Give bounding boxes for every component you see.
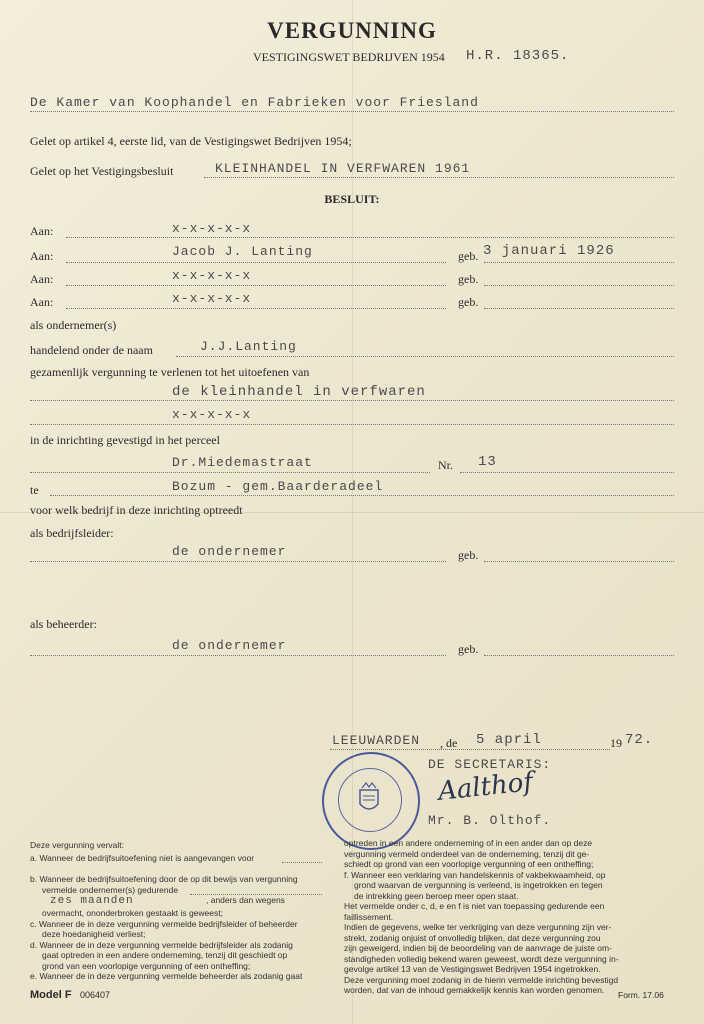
beheerder-label: als beheerder: <box>30 617 97 631</box>
activity-line-2: x-x-x-x-x <box>172 407 252 422</box>
recipient-4-name: x-x-x-x-x <box>172 291 252 306</box>
condition-b-dotted-line <box>190 894 322 895</box>
als-ondernemer-label: als ondernemer(s) <box>30 318 117 332</box>
handwritten-signature: Aalthof <box>436 767 535 807</box>
note-i-line-2: worden, dat van de inhoud gemakkelijk kennis kan worden genomen. <box>344 985 605 995</box>
beheerder-value: de ondernemer <box>172 638 287 653</box>
condition-c-line-2: deze hoedanigheid verliest; <box>42 929 146 939</box>
note-h-line-4: standigheden volledig bekend waren geweest, wordt deze vergunning in- <box>344 953 619 964</box>
te-label: te <box>30 483 39 497</box>
place-dotted-line <box>50 495 674 496</box>
condition-d-line-3: grond van een voorlopige vergunning of een ontheffing; <box>42 960 251 971</box>
consideration-line-2-label: Gelet op het Vestigingsbesluit <box>30 164 174 178</box>
issuer-dotted-line <box>30 111 674 112</box>
recipient-3-geb-dotted-line <box>484 285 674 286</box>
trade-name: J.J.Lanting <box>200 339 297 354</box>
bedrijfsleider-value: de ondernemer <box>172 544 287 559</box>
condition-e-continued-2: vergunning vermeld onderdeel van de onderneming, tenzij dit ge- <box>344 848 590 859</box>
condition-e-continued-3: schiedt op grond van een voorlopige vergunning of een ontheffing; <box>344 859 594 869</box>
signing-city: LEEUWARDEN <box>332 733 421 748</box>
note-i-line-1: Deze vergunning moet zodanig in de hierin vermelde inrichting bevestigd <box>344 974 619 985</box>
note-g-line-1: Het vermelde onder c, d, e en f is niet van toepassing gedurende een <box>344 901 605 911</box>
recipient-3-label: Aan: <box>30 272 54 286</box>
beheerder-geb-dotted-line <box>484 655 674 656</box>
condition-d-line-2: gaat optreden in een andere onderneming, tenzij dit geschiedt op <box>42 950 288 960</box>
recipient-2-dotted-line <box>66 262 446 263</box>
signing-year-prefix: 19 <box>610 736 622 750</box>
consideration-line-2-value: KLEINHANDEL IN VERFWAREN 1961 <box>215 161 471 176</box>
handelend-label: handelend onder de naam <box>30 343 153 357</box>
bedrijfsleider-label: als bedrijfsleider: <box>30 526 114 540</box>
consideration-line-1: Gelet op artikel 4, eerste lid, van de Vestigingswet Bedrijven 1954; <box>30 134 352 148</box>
note-g-line-2: faillissement. <box>344 911 394 922</box>
consideration-dotted-line <box>204 177 674 178</box>
activity-2-dotted-line <box>30 424 674 425</box>
recipient-4-label: Aan: <box>30 295 54 309</box>
condition-c-line-1: c. Wanneer de in deze vergunning vermelde bedrijfsleider of beheerder <box>30 918 298 929</box>
note-h-line-3: zijn geweigerd, indien bij de beoordeling van de aanvrage de juiste om- <box>344 943 612 953</box>
model-number: 006407 <box>80 990 111 1000</box>
recipient-2-geb-label: geb. <box>458 249 479 263</box>
condition-b-line-2: vermelde ondernemer(s) gedurende <box>42 884 179 895</box>
form-number: Form. 17.06 <box>618 990 664 1000</box>
recipient-4-dotted-line <box>66 308 446 309</box>
condition-b-value: zes maanden <box>50 895 134 907</box>
hr-number: H.R. 18365. <box>466 48 570 64</box>
place-name: Bozum - gem.Baarderadeel <box>172 479 384 494</box>
condition-f-line-1: f. Wanneer een verklaring van handelskennis of vakbekwaamheid, op <box>344 869 606 880</box>
nr-dotted-line <box>460 472 674 473</box>
recipient-1-label: Aan: <box>30 224 54 238</box>
note-h-line-1: Indien de gegevens, welke ter verkrijging van deze vergunning zijn ver- <box>344 922 612 932</box>
note-h-line-2: strekt, zodanig onjuist of onvolledig blijken, dat deze vergunning zou <box>344 932 601 943</box>
document-title: VERGUNNING <box>267 18 437 43</box>
street-dotted-line <box>30 472 430 473</box>
recipient-1-dotted-line <box>66 237 674 238</box>
beheerder-geb-label: geb. <box>458 642 479 656</box>
chamber-stamp <box>322 752 420 850</box>
recipient-3-geb-label: geb. <box>458 272 479 286</box>
recipient-3-name: x-x-x-x-x <box>172 268 252 283</box>
condition-a: a. Wanneer de bedrijfsuitoefening niet is aangevangen voor <box>30 852 255 863</box>
secretary-label: DE SECRETARIS: <box>428 757 552 772</box>
recipient-2-birthdate: 3 januari 1926 <box>483 243 615 259</box>
bedrijfsleider-geb-label: geb. <box>458 548 479 562</box>
recipient-3-dotted-line <box>66 285 446 286</box>
trade-name-dotted-line <box>176 356 674 357</box>
voor-welk-label: voor welk bedrijf in deze inrichting optreedt <box>30 503 243 517</box>
condition-b-line-1: b. Wanneer de bedrijfsuitoefening door de op dit bewijs van vergunning <box>30 874 298 884</box>
activity-line-1: de kleinhandel in verfwaren <box>172 384 426 400</box>
recipient-1-name: x-x-x-x-x <box>172 221 252 236</box>
signing-de: , de <box>440 736 458 750</box>
signing-date: 5 april <box>476 732 542 748</box>
recipient-2-geb-dotted-line <box>484 262 674 263</box>
signing-year: 72. <box>625 732 654 748</box>
beheerder-dotted-line <box>30 655 446 656</box>
coat-of-arms-icon <box>322 752 416 846</box>
condition-f-line-3: de intrekking geen beroep meer open staat. <box>354 890 519 901</box>
recipient-4-geb-label: geb. <box>458 295 479 309</box>
besluit-heading: BESLUIT: <box>324 192 380 206</box>
activity-1-dotted-line <box>30 400 674 401</box>
issuer-line: De Kamer van Koophandel en Fabrieken voor Friesland <box>30 95 479 110</box>
conditions-right <box>344 838 680 996</box>
condition-f-line-2: grond waarvan de vergunning is verleend, is ingetrokken en tegen <box>354 880 603 890</box>
document-subtitle: VESTIGINGSWET BEDRIJVEN 1954 <box>253 50 445 64</box>
street-name: Dr.Miedemastraat <box>172 455 313 470</box>
condition-a-dotted-line <box>282 862 322 863</box>
model-label: Model F <box>30 989 72 1001</box>
nr-label: Nr. <box>438 458 453 472</box>
recipient-2-label: Aan: <box>30 249 54 263</box>
condition-e-line-1: e. Wanneer de in deze vergunning vermelde beheerder als zodanig gaat <box>30 971 303 981</box>
secretary-name: Mr. B. Olthof. <box>428 813 552 828</box>
inrichting-label: in de inrichting gevestigd in het perceel <box>30 433 220 447</box>
condition-b-line-3: , anders dan wegens <box>206 895 285 905</box>
condition-b-line-4: overmacht, ononderbroken gestaakt is geweest; <box>42 908 223 918</box>
condition-e-continued-1: optreden in een andere onderneming of in een ander dan op deze <box>344 838 593 848</box>
bedrijfsleider-dotted-line <box>30 561 446 562</box>
house-number: 13 <box>478 454 497 470</box>
condition-d-line-1: d. Wanneer de in deze vergunning vermelde bedrijfsleider als zodanig <box>30 939 293 950</box>
bedrijfsleider-geb-dotted-line <box>484 561 674 562</box>
recipient-4-geb-dotted-line <box>484 308 674 309</box>
gezamenlijk-label: gezamenlijk vergunning te verlenen tot het uitoefenen van <box>30 365 310 379</box>
recipient-2-name: Jacob J. Lanting <box>172 244 313 259</box>
conditions-heading: Deze vergunning vervalt: <box>30 840 125 850</box>
note-h-line-5: gevolge artikel 13 van de Vestigingswet Bedrijven 1954 ingetrokken. <box>344 964 601 974</box>
signing-dotted-line <box>330 749 610 750</box>
